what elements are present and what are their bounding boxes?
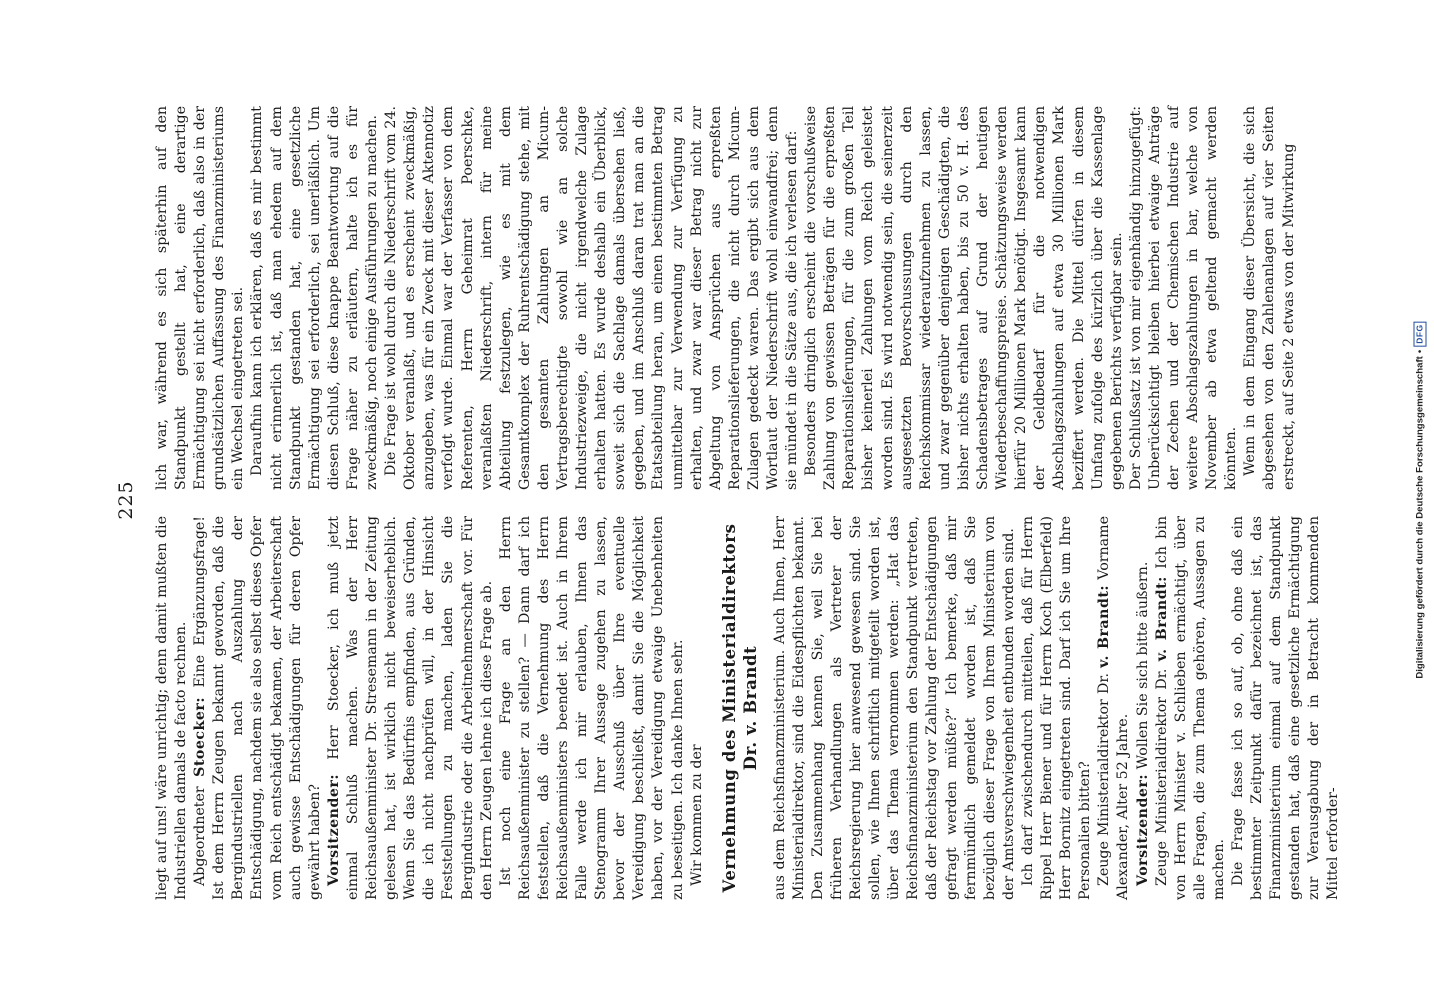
speaker-name: Vorsitzender:	[1134, 773, 1151, 886]
dfg-logo-icon: DFG	[1414, 321, 1427, 346]
text-paragraph	[153, 516, 191, 900]
text-paragraph	[1229, 516, 1344, 900]
speaker-prefix: Zeuge Ministerialdirektor Dr.	[1153, 661, 1170, 886]
paragraph-text: Die Frage ist wohl durch die Niederschrift vom 24. Oktober veranlaßt, und es erscheint zweckmäßig, anzugeben, was für ein Zweck mit dieser Aktennotiz verfolgt wurde. Einmal war der Verfasser von dem Referenten, Herrn Geheimrat Poerschke, veranlaßten Niederschrift, intern für meine Abteilung festzulegen, wie es mit dem Gesamtkomplex der Ruhrentschädigung stehe, mit den gesamten Zahlungen an Micum-Vertragsberechtigte sowohl wie an solche Industriezweige, die nicht irgendwelche Zulage erhalten hatten. Es wurde deshalb ein Überblick, soweit sich die Sachlage damals übersehen ließ, gegeben, und im Anschluß daran trat man an die Etatsabteilung heran, um einen bestimmten Betrag unmittelbar zur Verwendung zur Verfügung zu erhalten, und zwar war dieser Betrag nicht zur Abgeltung von Ansprüchen aus erpreßten Reparationslieferungen, die nicht durch Micum-Zulagen gedeckt waren. Das ergibt sich aus dem Wortlaut der Niederschrift wohl einwandfrei; denn sie mündet in die Sätze aus, die ich verlesen darf:	[383, 106, 801, 490]
text-paragraph	[802, 106, 1127, 490]
text-paragraph	[1241, 106, 1298, 490]
speaker-name: v. Brandt:	[1153, 576, 1170, 662]
page-number: 225	[115, 480, 137, 520]
speech-paragraph	[191, 516, 325, 900]
paragraph-text: Ist noch eine Frage an den Herrn Reichsaußenminister zu stellen? — Dann darf ich feststellen, daß die Vernehmung des Herrn Reichsaußenministers beendet ist. Auch in Ihrem Falle werde ich mir erlauben, Ihnen das Stenogramm Ihrer Aussage zugehen zu lassen, bevor der Ausschuß über Ihre eventuelle Vereidigung beschließt, damit Sie die Möglichkeit haben, vor der Vereidigung etwaige Unebenheiten zu beseitigen. Ich danke Ihnen sehr.	[497, 516, 686, 900]
text-paragraph	[688, 516, 707, 900]
speech-text: Ich bin von Herrn Minister v. Schlieben ermächtigt, über alle Fragen, die zum Thema gehören, Aussagen zu machen.	[1153, 516, 1227, 900]
paragraph-text: Ich darf zwischendurch mitteilen, daß für Herrn Rippel Herr Biener und für Herrn Koch (Elberfeld) Herr Bornitz eingetreten sind. Darf ich Sie um Ihre Personalien bitten?	[1019, 516, 1094, 900]
right-text-column	[153, 106, 1303, 490]
speaker-name: Vorsitzender:	[325, 773, 342, 886]
paragraph-text: lich war, während es sich späterhin auf den Standpunkt gestellt hat, eine derartige Ermächtigung sei nicht erforderlich, daß also in der grundsätzlichen Auffassung des Finanzministeriums ein Wechsel eingetreten sei.	[154, 106, 247, 490]
section-heading: Vernehmung des Ministerialdirektors Dr. v. Brandt	[719, 523, 760, 893]
credit-separator: •	[1414, 349, 1426, 354]
speaker-prefix: Zeuge Ministerialdirektor Dr.	[1096, 667, 1113, 886]
credit-line	[1414, 321, 1427, 678]
speech-text: Vorname Alexander, Alter 52 Jahre.	[1096, 516, 1132, 900]
paragraph-text: Wenn in dem Eingang dieser Übersicht, die sich abgesehen von den Zahlenanlagen auf vier Seiten erstreckt, auf Seite 2 etwas von der Mitwirkung	[1242, 106, 1297, 490]
speaker-prefix: Abgeordneter	[192, 776, 209, 886]
speaker-name: v. Brandt:	[1096, 584, 1113, 668]
speech-paragraph	[1153, 516, 1229, 900]
digitization-credit-sidebar	[1407, 0, 1434, 1000]
rotated-document-page	[115, 100, 1342, 900]
speech-paragraph	[1134, 516, 1153, 900]
paragraph-text: liegt auf uns! wäre unrichtig; denn damit mußten die Industriellen damals de facto rechnen.	[154, 516, 190, 900]
speech-paragraph	[1095, 516, 1133, 900]
left-text-column	[153, 515, 1342, 900]
text-paragraph	[248, 106, 382, 490]
paragraph-text: aus dem Reichsfinanzministerium. Auch Ihnen, Herr Ministerialdirektor, sind die Eidespflichten bekannt. Den Zusammenhang kennen Sie, weil Sie bei früheren Verhandlungen als Vertreter der Reichsregierung hier anwesend gewesen sind. Sie sollen, wie Ihnen schriftlich mitgeteilt worden ist, über das Thema vernommen werden: „Hat das Reichsfinanzministerium den Standpunkt vertreten, daß der Reichstag vor Zahlung der Entschädigungen gefragt werden müßte?“ Ich bemerke, daß mir fernmündlich gemeldet worden ist, daß Sie bezüglich dieser Frage von Ihrem Ministerium von der Amtsverschwiegenheit entbunden worden sind.	[771, 516, 1017, 900]
speaker-name: Stoecker:	[192, 696, 209, 777]
paragraph-text: Besonders dringlich erscheint die vorschußweise Zahlung von gewissen Beträgen für die erpreßten Reparationslieferungen, für die zum großen Teil bisher keinerlei Zahlungen vom Reich geleistet worden sind. Es wird notwendig sein, die seinerzeit ausgesetzten Bevorschussungen durch den Reichskommissar wiederaufzunehmen zu lassen, und zwar gegenüber denjenigen Geschädigten, die bisher nichts erhalten haben, bis zu 50 v. H. des Schadensbetrages auf Grund der heutigen Wiederbeschaffungspreise. Schätzungsweise werden hierfür 20 Millionen Mark benötigt. Insgesamt kann der Geldbedarf für die notwendigen Abschlagszahlungen auf etwa 30 Millionen Mark beziffert werden. Die Mittel dürfen in diesem Umfang zufolge des kürzlich über die Kassenlage gegebenen Berichts verfügbar sein.	[803, 106, 1125, 490]
paragraph-text: Wir kommen zu der	[688, 744, 705, 886]
text-paragraph	[1019, 516, 1095, 900]
text-paragraph	[497, 516, 688, 900]
speech-text: Herr Stoecker, ich muß jetzt einmal Schluß machen. Was der Herr Reichsaußenminister Dr. Stresemann in der Zeitung gelesen hat, ist wirklich nicht beweiserheblich. Wenn Sie das Bedürfnis empfinden, aus Gründen, die ich nicht nachprüfen will, in der Hinsicht Feststellungen zu machen, laden Sie die Bergindustrie oder die Arbeitnehmerschaft vor. Für den Herrn Zeugen lehne ich diese Frage ab.	[325, 516, 495, 900]
text-paragraph	[1127, 106, 1242, 490]
speech-text: Wollen Sie sich bitte äußern.	[1134, 561, 1151, 770]
credit-text: Digitalisierung gefördert durch die Deutsche Forschungsgemeinschaft	[1414, 356, 1426, 679]
text-paragraph	[771, 516, 1019, 900]
speech-text: Eine Ergänzungsfrage! Ist dem Herrn Zeugen bekannt geworden, daß die Bergindustriellen nach Auszahlung der Entschädigung, nachdem sie also selbst dieses Opfer vom Reich entschädigt bekamen, der Arbeiterschaft auch gewisse Entschädigungen für deren Opfer gewährt haben?	[192, 515, 323, 900]
speech-paragraph	[325, 516, 497, 900]
paragraph-text: Die Frage fasse ich so auf, ob, ohne daß ein bestimmter Zeitpunkt dafür bezeichnet ist, das Finanzministerium einmal auf dem Standpunkt gestanden hat, daß eine gesetzliche Ermächtigung zur Verausgabung der in Betracht kommenden Mittel erforder-	[1229, 516, 1342, 900]
paragraph-text: Daraufhin kann ich erklären, daß es mir bestimmt nicht erinnerlich ist, daß man ehedem auf dem Standpunkt gestanden hat, eine gesetzliche Ermächtigung sei erforderlich, sei unerläßlich. Um diesen Schluß, diese knappe Beantwortung auf die Frage näher zu erläutern, halte ich es für zweckmäßig, noch einige Ausführungen zu machen.	[249, 106, 381, 490]
paragraph-text: Der Schlußsatz ist von mir eigenhändig hinzugefügt: Unberücksichtigt bleiben hierbei etwaige Anträge der Zechen und der Chemischen Industrie auf weitere Abschlagszahlungen in bar, welche von November ab etwa geltend gemacht werden könnten.	[1127, 106, 1240, 490]
text-paragraph	[382, 106, 802, 490]
text-paragraph	[153, 106, 248, 490]
